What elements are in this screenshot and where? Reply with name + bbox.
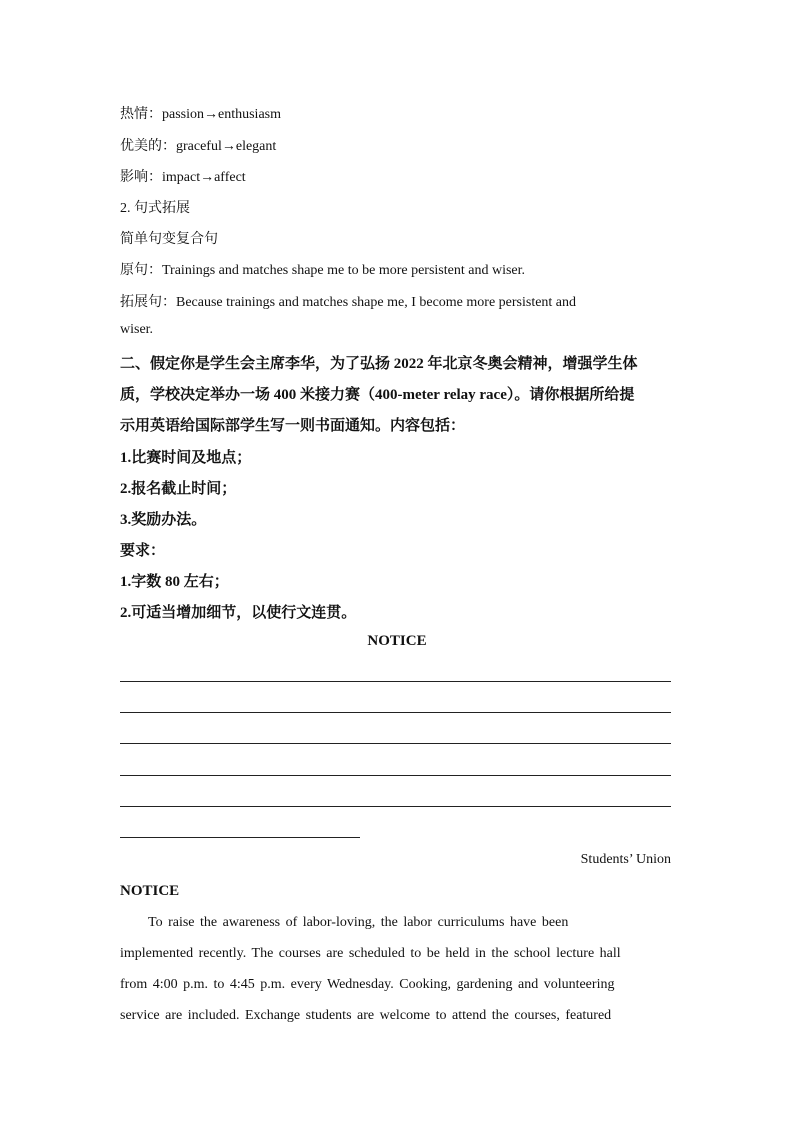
answer-line xyxy=(120,775,671,776)
sample-notice-title: NOTICE xyxy=(120,883,180,899)
requirements-label: 要求： xyxy=(120,543,166,559)
task-point-1: 1.比赛时间及地点； xyxy=(120,450,252,466)
answer-line xyxy=(120,806,671,807)
subheading-simple-to-complex: 简单句变复合句 xyxy=(120,232,218,247)
expanded-sentence: 拓展句：Because trainings and matches shape me, I become more persistent and xyxy=(120,295,577,310)
expanded-sentence-cont: wiser. xyxy=(120,322,154,337)
answer-line-short xyxy=(120,837,360,838)
vocab-line-affect: 影响：impact→affect xyxy=(120,170,246,185)
task-prompt-line-1: 二、假定你是学生会主席李华，为了弘扬 2022 年北京冬奥会精神，增强学生体 xyxy=(120,356,638,372)
task-point-3: 3.奖励办法。 xyxy=(120,512,207,528)
requirement-2: 2.可适当增加细节，以使行文连贯。 xyxy=(120,605,357,621)
task-point-2: 2.报名截止时间； xyxy=(120,481,237,497)
answer-line xyxy=(120,743,671,744)
original-sentence: 原句：Trainings and matches shape me to be more persistent and wiser. xyxy=(120,263,526,278)
sample-line-4: service are included. Exchange students are welcome to attend the courses, featured xyxy=(120,1008,612,1023)
notice-heading: NOTICE xyxy=(367,633,427,649)
section-heading-sentence-expansion: 2. 句式拓展 xyxy=(120,201,190,216)
task-prompt-line-3: 示用英语给国际部学生写一则书面通知。内容包括： xyxy=(120,418,466,434)
answer-line xyxy=(120,712,671,713)
sample-line-3: from 4:00 p.m. to 4:45 p.m. every Wednesday. Cooking, gardening and volunteering xyxy=(120,977,615,992)
vocab-line-elegant: 优美的：graceful→elegant xyxy=(120,139,277,154)
task-prompt-line-2: 质，学校决定举办一场 400 米接力赛（400-meter relay race）。请你根据所给提 xyxy=(120,387,635,403)
sample-line-1: To raise the awareness of labor-loving, the labor curriculums have been xyxy=(148,915,569,930)
sample-line-2: implemented recently. The courses are scheduled to be held in the school lecture hall xyxy=(120,946,621,961)
vocab-line-enthusiasm: 热情：passion→enthusiasm xyxy=(120,107,281,122)
requirement-1: 1.字数 80 左右； xyxy=(120,574,229,590)
signature: Students’ Union xyxy=(580,852,671,867)
answer-line xyxy=(120,681,671,682)
